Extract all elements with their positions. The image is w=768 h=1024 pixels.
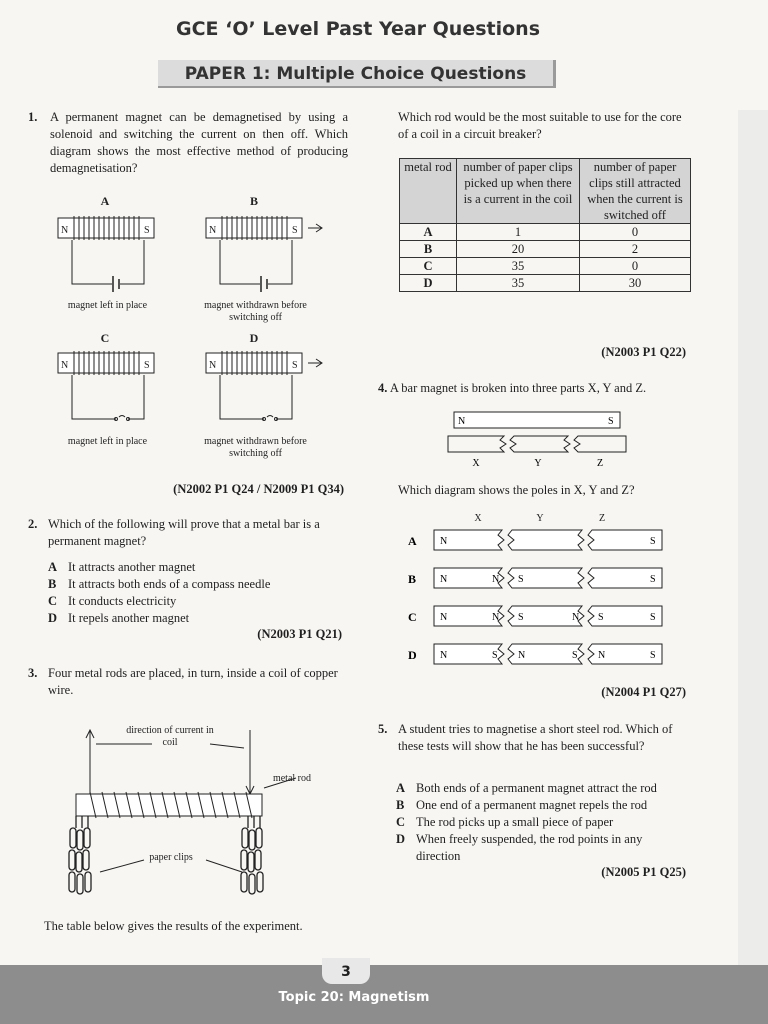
part-x: X: [472, 458, 480, 469]
section-heading: PAPER 1: Multiple Choice Questions: [158, 60, 556, 88]
column-y: Y: [536, 513, 544, 524]
q2-option-b: B It attracts both ends of a compass needle: [48, 577, 271, 591]
q5-option-a: A Both ends of a permanent magnet attract the rod: [396, 781, 657, 795]
question-number: 5.: [378, 722, 388, 736]
pole-s-label: S: [144, 225, 150, 236]
q5-options: [396, 780, 686, 865]
q2-options: [48, 559, 348, 627]
column-x: X: [474, 513, 482, 524]
q4-option-letter: A: [408, 534, 417, 548]
q4-option-letter: C: [408, 610, 417, 624]
q4-option-magnet: [434, 606, 662, 626]
coil-diagram: [60, 722, 330, 902]
q4-pole-label: S: [492, 650, 498, 661]
question-text: Four metal rods are placed, in turn, inside a coil of copper wire.: [48, 666, 338, 697]
q4-pole-label: S: [518, 612, 524, 623]
caption-a: magnet left in place: [67, 300, 148, 311]
q4-pole-label: N: [572, 612, 580, 623]
label-metal-rod: metal rod: [272, 773, 312, 784]
q4-pole-label: N: [492, 574, 500, 585]
q5-option-d: D When freely suspended, the rod points in any direction: [396, 832, 643, 863]
part-z: Z: [596, 458, 604, 469]
table-header: metal rod: [400, 159, 457, 224]
bar-magnet-diagram: [440, 408, 640, 470]
q4-option-magnet: [434, 568, 662, 588]
pole-n-label: N: [209, 360, 217, 371]
source-q2: (N2003 P1 Q21): [257, 627, 342, 641]
solenoid-a: [58, 216, 154, 292]
option-label-a: A: [100, 194, 110, 208]
q4-question: Which diagram shows the poles in X, Y and Z?: [398, 483, 635, 497]
pole-s-label: S: [144, 360, 150, 371]
table-row: A 1 0: [400, 224, 691, 241]
q3-question: Which rod would be the most suitable to use for the core of a coil in a circuit breaker?: [398, 110, 682, 141]
question-text: A bar magnet is broken into three parts X, Y and Z.: [389, 381, 647, 395]
solenoid-d: [206, 351, 322, 421]
q2-option-c: C It conducts electricity: [48, 594, 177, 608]
solenoid-b: [206, 216, 322, 292]
question-text: A student tries to magnetise a short steel rod. Which of these tests will show that he has been successful?: [398, 722, 673, 753]
question-text: A permanent magnet can be demagnetised by using a solenoid and switching the current on then off. Which diagram shows the most effective method of producing demagnetisation?: [50, 110, 348, 175]
table-header: number of paper clips still attracted when the current is switched off: [580, 159, 691, 224]
page-number: 3: [322, 958, 370, 984]
pole-s-label: S: [292, 225, 298, 236]
source-q4: (N2004 P1 Q27): [601, 685, 686, 699]
q4-option-magnet: [434, 530, 662, 550]
q4-pole-label: S: [650, 612, 656, 623]
table-row: B 20 2: [400, 241, 691, 258]
caption-b: magnet withdrawn before switching off: [204, 300, 307, 323]
source-q5: (N2005 P1 Q25): [601, 865, 686, 879]
pole-n-label: N: [209, 225, 217, 236]
page-edge: [738, 110, 768, 965]
q2-option-a: A It attracts another magnet: [48, 560, 196, 574]
page-title: GCE ‘O’ Level Past Year Questions: [175, 18, 541, 40]
option-label-c: C: [100, 331, 110, 345]
q2-option-d: D It repels another magnet: [48, 611, 190, 625]
solenoid-diagrams: [40, 186, 350, 466]
solenoid-c: [58, 351, 154, 421]
question-number: 4.: [378, 381, 388, 395]
table-intro: The table below gives the results of the experiment.: [44, 919, 303, 933]
q4-pole-label: S: [518, 574, 524, 585]
magnet-pole-s: S: [608, 416, 614, 427]
table-header: number of paper clips picked up when there is a current in the coil: [457, 159, 580, 224]
magnet-pole-n: N: [458, 416, 466, 427]
question-text: Which of the following will prove that a metal bar is a permanent magnet?: [48, 517, 320, 548]
question-number: 2.: [28, 517, 38, 531]
option-label-b: B: [249, 194, 259, 208]
q4-pole-label: N: [440, 650, 448, 661]
q4-pole-label: S: [598, 612, 604, 623]
question-2: [28, 516, 348, 550]
q4-pole-label: N: [492, 612, 500, 623]
option-label-d: D: [249, 331, 259, 345]
pole-s-label: S: [292, 360, 298, 371]
option-rows: [408, 530, 662, 664]
part-y: Y: [534, 458, 542, 469]
question-5: [378, 721, 688, 755]
q4-pole-label: N: [518, 650, 526, 661]
results-table: [399, 158, 691, 292]
question-number: 3.: [28, 666, 38, 680]
column-z: Z: [598, 513, 606, 524]
footer-topic: Topic 20: Magnetism: [278, 990, 430, 1005]
q5-option-c: C The rod picks up a small piece of paper: [396, 815, 614, 829]
q4-pole-label: S: [650, 650, 656, 661]
question-number: 1.: [28, 110, 38, 124]
pole-options-diagram: [396, 508, 676, 674]
q4-option-letter: D: [408, 648, 417, 662]
pole-n-label: N: [61, 360, 69, 371]
source-q3: (N2003 P1 Q22): [601, 345, 686, 359]
q4-option-magnet: [434, 644, 662, 664]
q5-option-b: B One end of a permanent magnet repels the rod: [396, 798, 648, 812]
question-4: [378, 380, 690, 397]
caption-d: magnet withdrawn before switching off: [204, 436, 307, 459]
table-header-row: [400, 159, 691, 224]
q4-pole-label: N: [440, 536, 448, 547]
caption-c: magnet left in place: [67, 436, 148, 447]
q4-pole-label: S: [572, 650, 578, 661]
label-paper-clips: paper clips: [149, 852, 193, 863]
q4-pole-label: S: [650, 536, 656, 547]
q4-pole-label: S: [650, 574, 656, 585]
table-row: D 35 30: [400, 275, 691, 292]
pole-n-label: N: [61, 225, 69, 236]
q4-pole-label: N: [598, 650, 606, 661]
label-current: direction of current in coil: [126, 725, 214, 748]
source-q1: (N2002 P1 Q24 / N2009 P1 Q34): [173, 482, 344, 496]
table-row: C 35 0: [400, 258, 691, 275]
q4-pole-label: N: [440, 612, 448, 623]
question-3: [28, 665, 350, 699]
q4-pole-label: N: [440, 574, 448, 585]
q4-option-letter: B: [408, 572, 417, 586]
question-1: [28, 109, 348, 177]
